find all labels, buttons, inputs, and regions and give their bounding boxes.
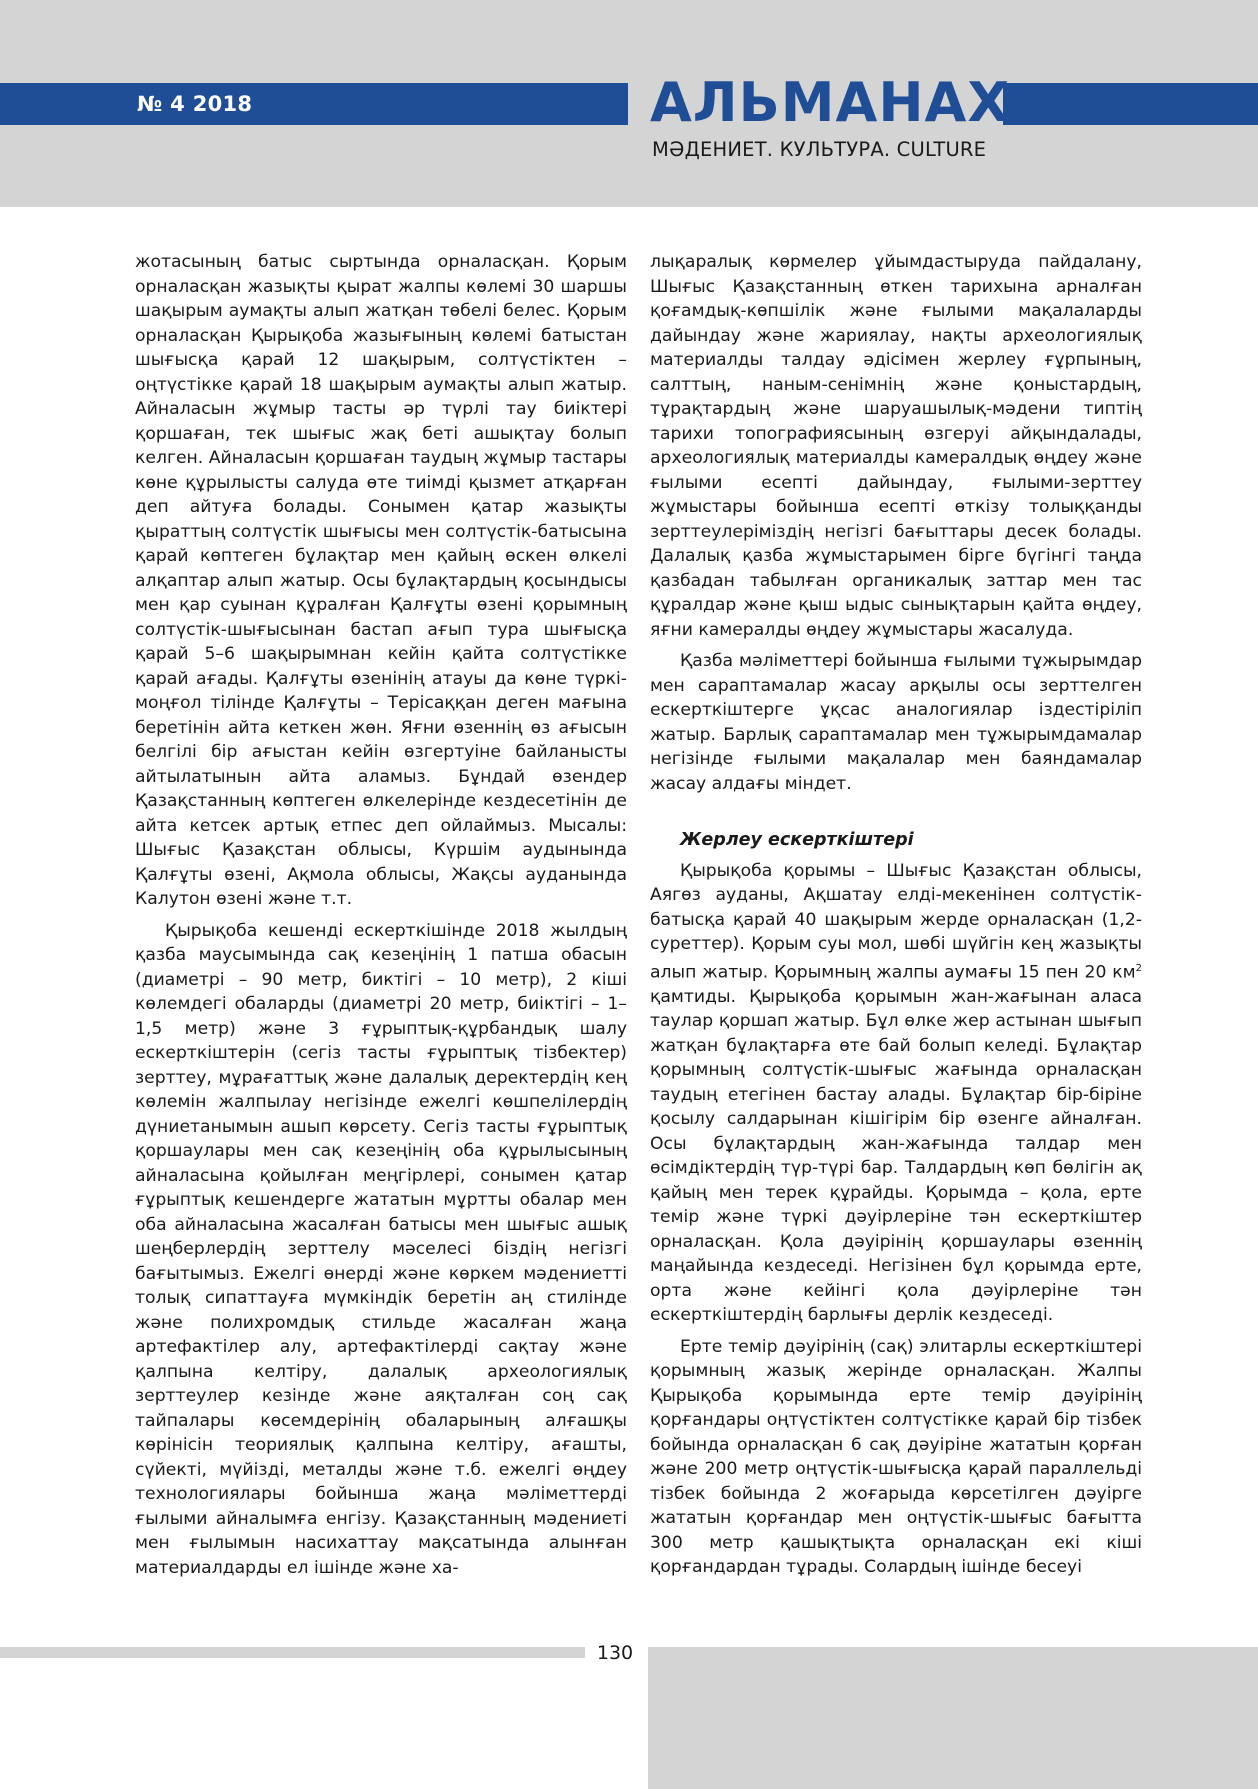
paragraph: Қырықоба кешенді ескерткішінде 2018 жылдың қазба маусымында сақ кезеңінің 1 патша обасын (диаметрі – 90 метр, биктігі – 10 метр), 2 кіші көлемдегі обаларды (диаметрі 20 метр, биіктігі – 1–1,5 метр) және 3 ғұрыптық-құрбандық шалу ескерткіштерін (сегіз тасты ғұрыптық тізбектер) зерттеу, мұрағаттық және далалық деректердің кең көлемін жалпылау негізінде ежелгі көшпелілердің дүниетанымын ашып көрсету. Сегіз тасты ғұрыптық қоршаулары мен сақ кезеңінің оба құрылысының айналасына қойылған меңгірлері, сонымен қатар ғұрыптық кешендерге жататын мұртты обалар мен оба айналасына жасалған батысы мен шығыс ашық шеңберлердің зерттелу мәселесі біздің негізгі бағытымыз. Ежелгі өнерді және көркем мәдениетті толық сипаттауға мүмкіндік беретін аң стилінде және полихромдық стильде жасалған жаңа артефактілер алу, артефактілерді сақтау және қалпына келтіру, далалық археологиялық зерттеулер кезінде және аяқталған соң сақ тайпалары көсемдерінің обаларының алғашқы көрінісін теориялық қалпына келтіру, ағашты, сүйекті, мүйізді, металды және т.б. ежелгі өңдеу технологиялары бойынша жаңа мәліметтерді ғылыми айналымға енгізу. Қазақстанның мәдениеті мен ғылымын насихаттау мақсатында алынған материалдарды ел ішінде және ха- xyxy=(135,920,627,1578)
paragraph: Қазба мәліметтері бойынша ғылыми тұжырымдар мен сараптамалар жасау арқылы осы зерттелген ескерткіштерге ұқсас аналогиялар іздестіріліп жатыр. Барлық сараптамалар мен тұжырымдамалар негізінде ғылыми мақалалар мен баяндамалар жасау алдағы міндет. xyxy=(650,651,1142,794)
paragraph: лықаралық көрмелер ұйымдастыруда пайдалану, Шығыс Қазақстанның өткен тарихына арналған қоғамдық-көпшілік және ғылыми мақалаларды дайындау және жариялау, нақты археологиялық материалды талдау әдісімен жерлеу ғұрпының, салттың, наным-сенімнің және қоныстардың, тұрақтардың және шаруашылық-мәдени типтің тарихи топографиясының өзгеруі айқындалады, археологиялық материалды камералдық өңдеу және ғылыми есепті дайындау, ғылыми-зерттеу жұмыстары бойынша есепті өткізу толыққанды зерттеулеріміздің негізгі бағыттары десек болады. Далалық қазба жұмыстарымен бірге бүгінгі таңда қазбадан табылған органикалық заттар мен тас құралдар және қыш ыдыс сынықтарын қайта өңдеу, яғни камералды өңдеу жұмыстары жасалуда. xyxy=(650,252,1142,640)
paragraph: Ерте темір дәуірінің (сақ) элитарлы ескерткіштері қорымның жазық жерінде орналасқан. Жалпы Қырықоба қорымында ерте темір дәуірінің қорғандары оңтүстіктен солтүстікке қарай бір тізбек бойында орналасқан 6 сақ дәуіріне жататын қорған және 200 метр оңтүстік-шығысқа қарай параллельді тізбек бойында 2 жоғарыда көрсетілген дәуірге жататын қорғандар мен оңтүстік-шығыс бағытта 300 метр қашықтықта орналасқан екі кіші қорғандардан тұрады. Солардың ішінде бесеуі xyxy=(650,1336,1142,1578)
right-column xyxy=(650,250,1142,1580)
left-column xyxy=(135,250,627,1580)
text-run: Қырықоба қорымы – Шығыс Қазақстан облысы, Аягөз ауданы, Ақшатау елді-мекенінен солтүстік-батысқа қарай 40 шақырым жерде орналасқан (1,2-суреттер). Қорым суы мол, шөбі шүйгін кең жазықты алып жатыр. Қорымның жалпы аумағы 15 пен 20 км xyxy=(650,860,1142,983)
journal-subtitle: МӘДЕНИЕТ. КУЛЬТУРА. CULTURE xyxy=(652,138,987,161)
footer-line xyxy=(0,1647,585,1658)
journal-title: АЛЬМАНАХ xyxy=(650,71,1010,134)
header-bar-right xyxy=(1003,83,1258,125)
footer-block xyxy=(648,1647,1258,1789)
superscript: 2 xyxy=(1135,962,1142,974)
paragraph: жотасының батыс сыртында орналасқан. Қорым орналасқан жазықты қырат жалпы көлемі 30 шаршы шақырым аумақты алып жатқан төбелі белес. Қорым орналасқан Қырықоба жазығының көлемі батыстан шығысқа қарай 12 шақырым, солтүстіктен – оңтүстікке қарай 18 шақырым аумақты алып жатыр. Айналасын жұмыр тасты әр түрлі тау биіктері қоршаған, тек шығыс жақ беті ашықтау болып келген. Айналасын қоршаған таудың жұмыр тастары көне құрылысты салуда өте тиімді қызмет атқарған деп айтуға болады. Сонымен қатар жазықты қыраттың солтүстік шығысы мен солтүстік-батысына қарай көптеген бұлақтар мен қайың өскен өлкелі алқаптар алып жатыр. Осы бұлақтардың қосындысы мен қар суынан құралған Қалғұты өзені қорымның солтүстік-шығысынан бастап ағып тура шығысқа қарай 5–6 шақырымнан кейін қайта солтүстікке қарай ағады. Қалғұты өзенінің атауы да көне түркі-моңғол тілінде Қалғұты – Терісаққан деген мағына беретінін айта кеткен жөн. Яғни өзеннің өз ағысын белгілі бір ағыстан кейін өзгертуіне байланысты айтылатынын айта аламыз. Бұндай өзендер Қазақстанның көптеген өлкелерінде кездесетінін де айта кетсек артық етпес деп ойлаймыз. Мысалы: Шығыс Қазақстан облысы, Күршім аудынында Қалғұты өзені, Ақмола облысы, Жақсы ауданында Калутон өзені және т.т. xyxy=(135,252,627,909)
section-heading: Жерлеу ескерткіштері xyxy=(680,830,914,850)
header-bar-left xyxy=(0,83,628,125)
paragraph xyxy=(650,859,1142,1328)
issue-number: № 4 2018 xyxy=(137,92,253,116)
page-number: 130 xyxy=(596,1642,634,1664)
text-run: қамтиды. Қырықоба қорымын жан-жағынан аласа таулар қоршап жатыр. Бұл өлке жер астынан шығып жатқан бұлақтарға өте бай болып келеді. Бұлақтар қорымның солтүстік-шығыс жағында орналасқан таудың етегінен бастау алады. Бұлақтар бір-біріне қосылу салдарынан кішігірім бір өзенге айналған. Осы бұлақтардың жан-жағында талдар мен өсімдіктердің түр-түрі бар. Талдардың көп бөлігін ақ қайың мен терек құрайды. Қорымда – қола, ерте темір және түркі дәуірлеріне тән ескерткіштер орналасқан. Қола дәуірінің қоршаулары өзеннің маңайында кездеседі. Негізінен бұл қорымда ерте, орта және кейінгі қола дәуірлеріне тән ескерткіштердің барлығы дерлік кездеседі. xyxy=(650,986,1142,1326)
